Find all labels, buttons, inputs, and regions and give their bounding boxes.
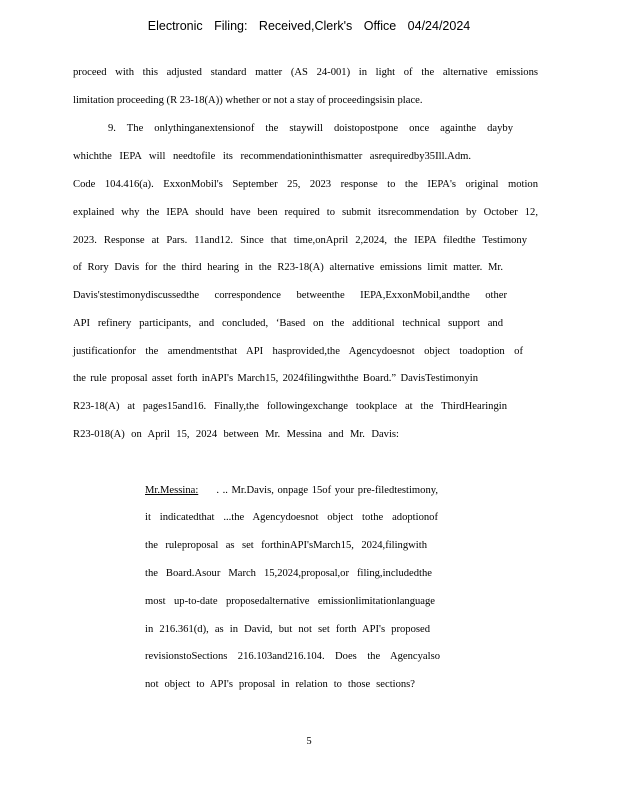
paragraph-2-line-2: whichthe IEPA will needtofile its recommendationinthismatter asrequiredby35Ill.Adm.: [73, 151, 471, 162]
paragraph-2-line-9: justificationfor the amendmentsthat API hasprovided,the Agencydoesnot object toadoption of: [73, 346, 523, 357]
paragraph-2-line-10: the rule proposal asset forth inAPI's March15, 2024filingwiththe Board.” DavisTestimonyin: [73, 373, 478, 384]
paragraph-2-line-4: explained why the IEPA should have been required to submit itsrecommendation by October 12,: [73, 207, 538, 218]
quote-line-4: the Board.Asour March 15,2024,proposal,or filing,includedthe: [145, 568, 432, 579]
quote-line-6: in 216.361(d), as in David, but not set forth API's proposed: [145, 624, 430, 635]
paragraph-2-line-7: Davis'stestimonydiscussedthe correspondence betweenthe IEPA,ExxonMobil,andthe other: [73, 290, 507, 301]
paragraph-2-line-11: R23-18(A) at pages15and16. Finally,the followingexchange tookplace at the ThirdHearingin: [73, 401, 507, 412]
quote-line-1: [145, 485, 438, 496]
paragraph-2-line-3: Code 104.416(a). ExxonMobil's September 25, 2023 response to the IEPA's original motion: [73, 179, 538, 190]
quote-line-5: most up-to-date proposedalternative emissionlimitationlanguage: [145, 596, 435, 607]
paragraph-2-line-6: of Rory Davis for the third hearing in the R23-18(A) alternative emissions limit matter. Mr.: [73, 262, 503, 273]
paragraph-1-line-2: limitation proceeding (R 23-18(A)) whether or not a stay of proceedingsisin place.: [73, 95, 423, 106]
quote-first-line-text: . .. Mr.Davis, onpage 15of your pre-filedtestimony,: [216, 485, 438, 496]
page-number: 5: [306, 736, 312, 747]
quote-line-2: it indicatedthat ...the Agencydoesnot object tothe adoptionof: [145, 512, 438, 523]
quote-line-7: revisionstoSections 216.103and216.104. Does the Agencyalso: [145, 651, 440, 662]
quote-line-8: not object to API's proposal in relation to those sections?: [145, 679, 415, 690]
paragraph-2-line-8: API refinery participants, and concluded, ‘Based on the additional technical support and: [73, 318, 503, 329]
paragraph-2-line-12: R23-018(A) on April 15, 2024 between Mr. Messina and Mr. Davis:: [73, 429, 399, 440]
paragraph-2-line-1: 9. The onlythinganextensionof the staywill doistopostpone once againthe dayby: [108, 123, 513, 134]
paragraph-1-line-1: proceed with this adjusted standard matter (AS 24-001) in light of the alternative emissions: [73, 67, 538, 78]
filing-header: Electronic Filing: Received,Clerk's Office 04/24/2024: [147, 19, 471, 33]
quote-line-3: the ruleproposal as set forthinAPI'sMarch15, 2024,filingwith: [145, 540, 427, 551]
speaker-label: Mr.Messina:: [145, 485, 199, 496]
paragraph-2-line-5: 2023. Response at Pars. 11and12. Since that time,onApril 2,2024, the IEPA filedthe Testimony: [73, 235, 527, 246]
